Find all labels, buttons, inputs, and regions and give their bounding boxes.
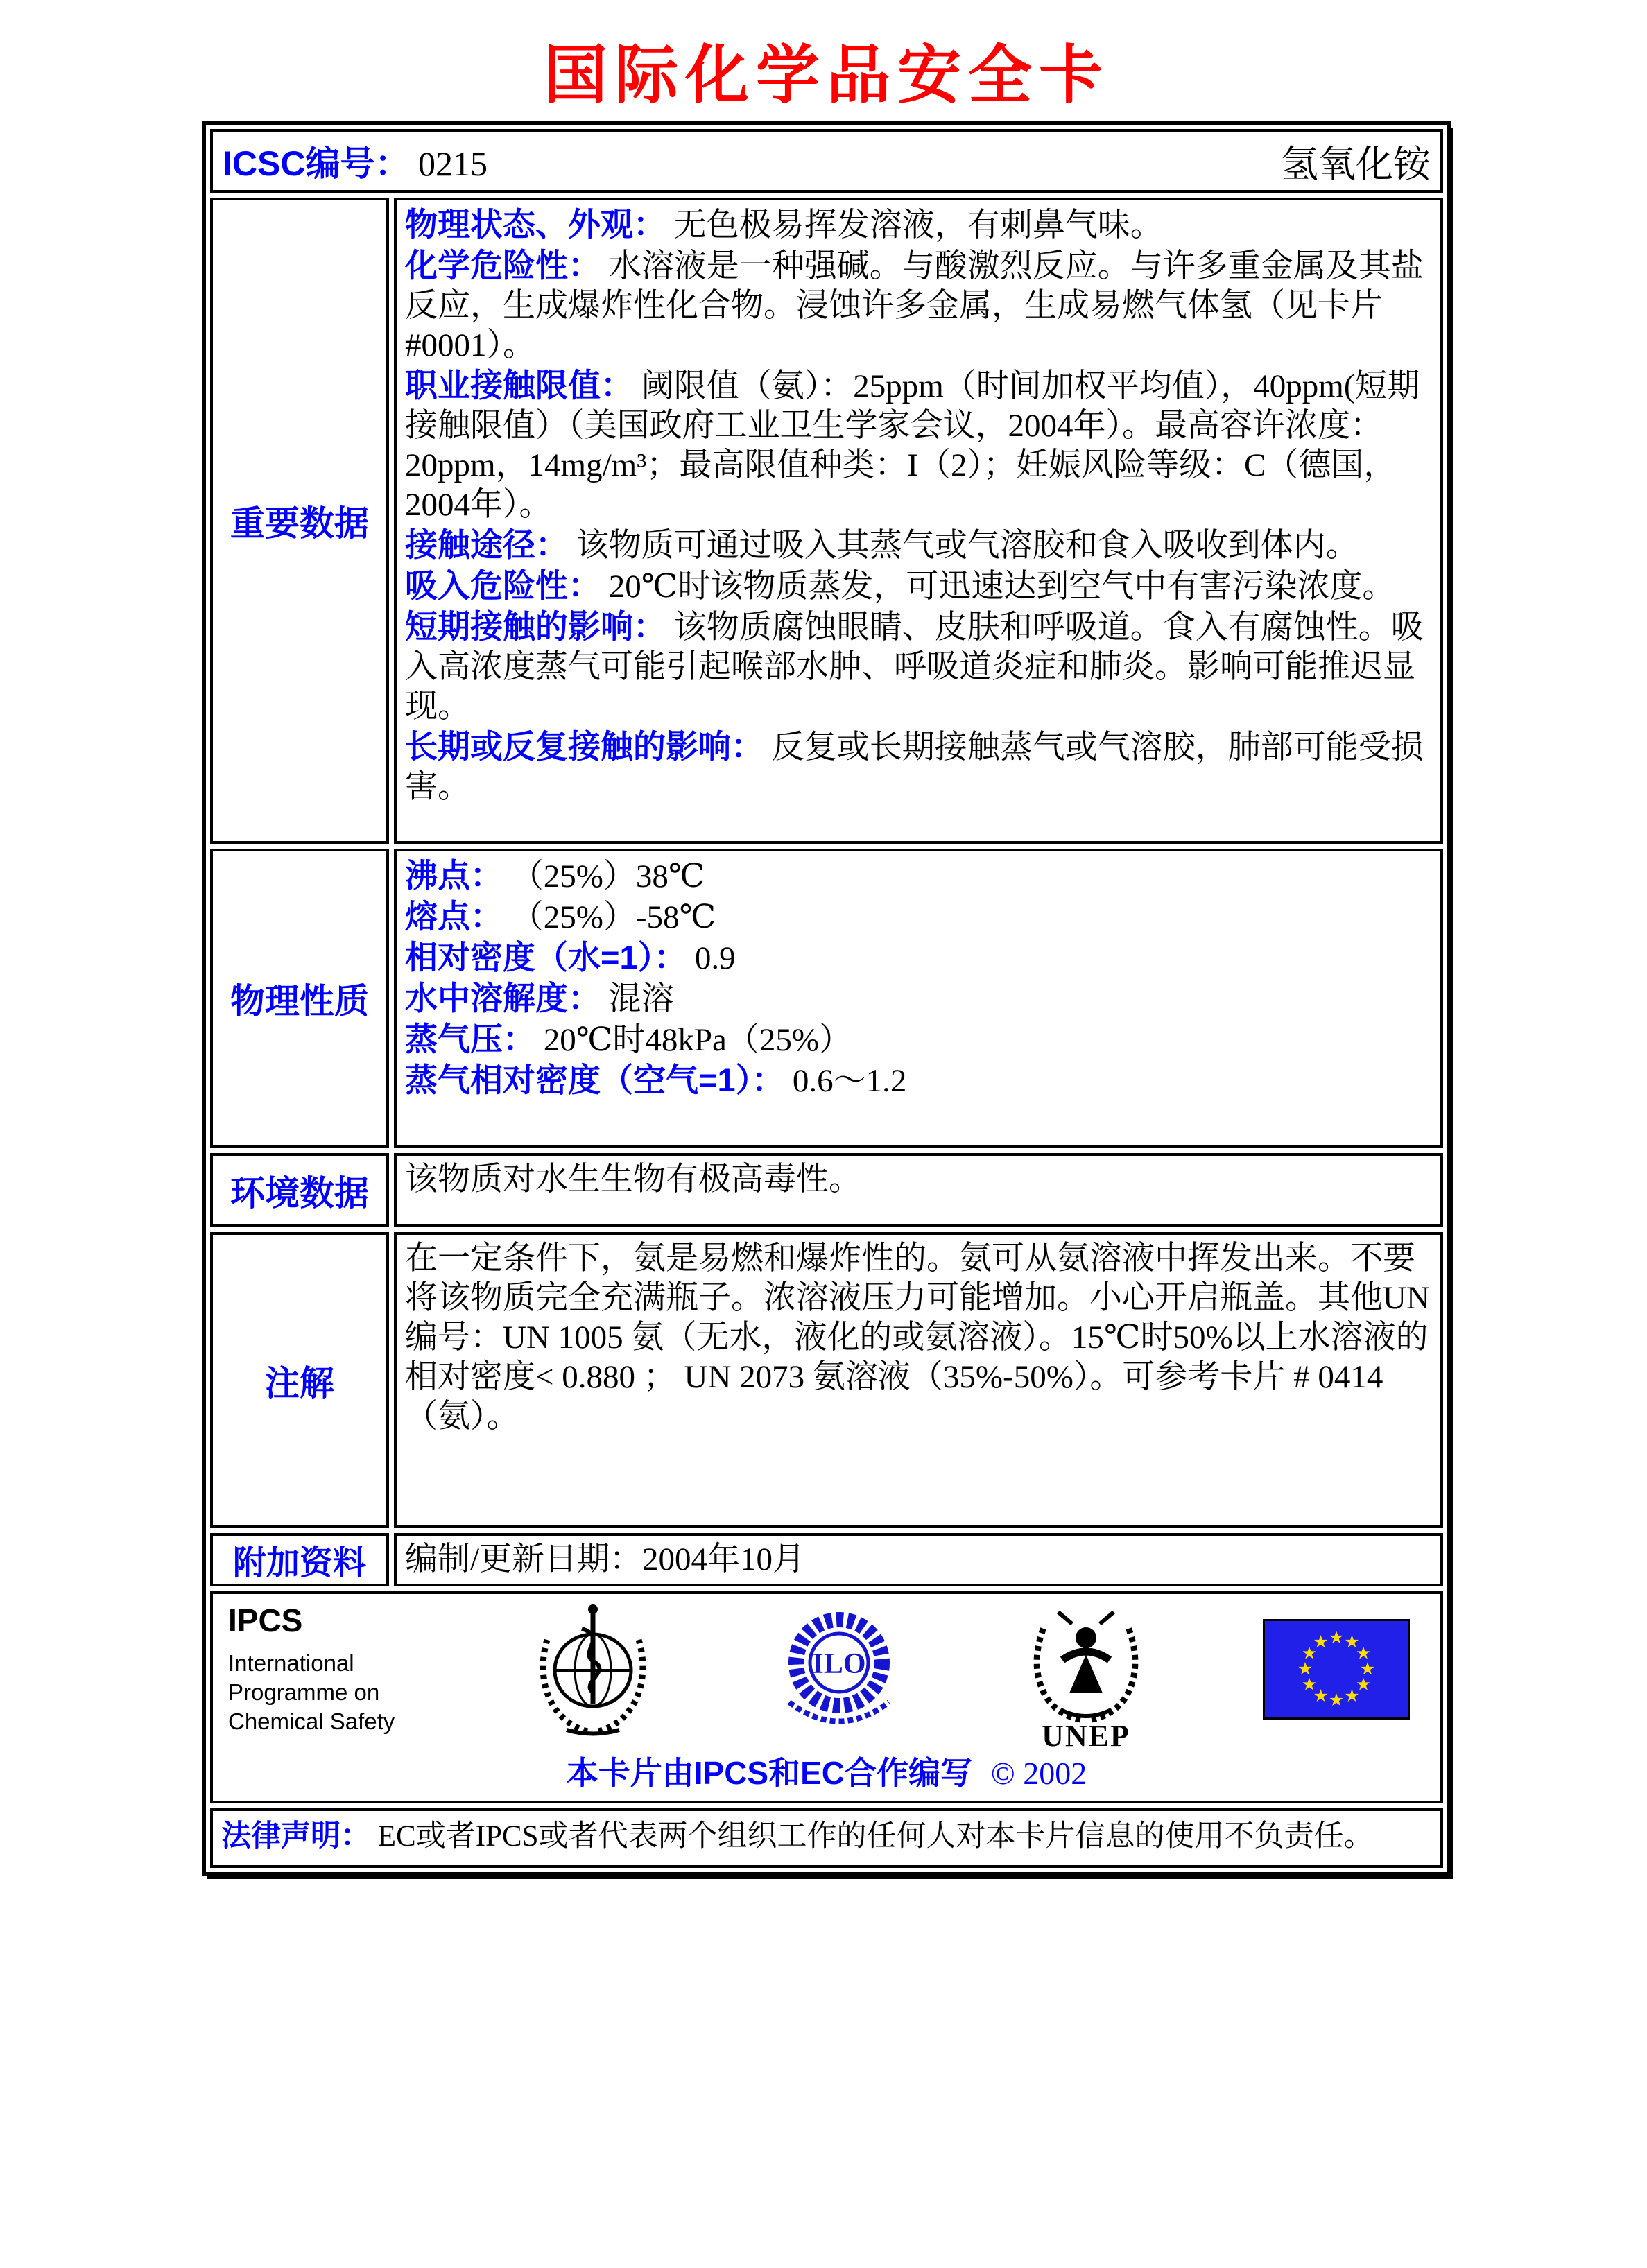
legal-text: EC或者IPCS或者代表两个组织工作的任何人对本卡片信息的使用不负责任。	[377, 1820, 1374, 1853]
page-title: 国际化学品安全卡	[543, 37, 1110, 112]
important-data-item	[405, 566, 1432, 607]
important-data-item	[405, 525, 1432, 566]
physical-property-item	[405, 1060, 1432, 1101]
item-text: 该物质腐蚀眼睛、皮肤和呼吸道。食入有腐蚀性。吸入高浓度蒸气可能引起喉部水肿、呼吸道炎症和肺炎。影响可能推迟显现。	[405, 609, 1424, 725]
item-label: 职业接触限值：	[405, 367, 633, 404]
important-data-item	[405, 205, 1432, 245]
item-label: 相对密度（水=1）：	[405, 939, 687, 976]
item-text: 水溶液是一种强碱。与酸激烈反应。与许多重金属及其盐反应，生成爆炸性化合物。浸蚀许多金属，生成易燃气体氢（见卡片#0001）。	[405, 248, 1424, 364]
item-text: 20℃时48kPa（25%）	[543, 1022, 852, 1059]
ipcs-acronym: IPCS	[228, 1602, 303, 1639]
logo-strip	[220, 1600, 1433, 1751]
additional-info-content	[394, 1533, 1443, 1586]
legal-row	[210, 1808, 1443, 1868]
ilo-logo-icon	[770, 1598, 908, 1740]
physical-property-item	[405, 978, 1432, 1019]
important-data-item	[405, 727, 1432, 807]
item-text: 混溶	[608, 981, 674, 1018]
physical-property-item	[405, 856, 1432, 897]
ilo-logo-text: ILO	[812, 1647, 866, 1680]
item-label: 接触途径：	[405, 526, 568, 564]
unep-logo-text: UNEP	[1041, 1718, 1130, 1751]
icsc-document-page	[0, 37, 1647, 2268]
ipcs-line: Programme on	[228, 1679, 380, 1706]
item-text: 0.9	[694, 940, 736, 977]
physical-properties-content	[394, 849, 1443, 1148]
item-label: 熔点：	[405, 898, 503, 935]
environmental-data-row	[210, 1153, 1443, 1227]
item-text: 0.6～1.2	[792, 1063, 907, 1100]
item-text: 无色极易挥发溶液，有刺鼻气味。	[673, 207, 1163, 244]
item-label: 物理状态、外观：	[405, 206, 666, 243]
item-label: 吸入危险性：	[405, 567, 601, 605]
unep-logo-icon	[1017, 1588, 1155, 1751]
important-data-row	[210, 198, 1443, 844]
item-label: 短期接触的影响：	[405, 608, 666, 646]
important-data-item	[405, 245, 1432, 365]
item-label: 化学危险性：	[405, 247, 601, 284]
important-data-label: 重要数据	[210, 198, 389, 844]
item-text: （25%）38℃	[510, 858, 705, 895]
logos-cell	[210, 1591, 1443, 1803]
item-label: 蒸气压：	[405, 1021, 535, 1058]
notes-row	[210, 1232, 1443, 1528]
physical-property-item	[405, 937, 1432, 978]
logos-row	[210, 1591, 1443, 1803]
notes-content	[394, 1232, 1443, 1528]
item-text: 阈限值（氨）：25ppm（时间加权平均值），40ppm(短期接触限值）（美国政府工业卫生学家会议，2004年）。最高容许浓度：20ppm，14mg/m³；最高限值种类：I（2）；妊娠风险等级：C（德国，2004年）。	[405, 368, 1420, 523]
ipcs-text-block	[228, 1602, 415, 1736]
notes-label: 注解	[210, 1232, 389, 1528]
credit-year: © 2002	[990, 1756, 1087, 1792]
additional-info-row	[210, 1533, 1443, 1586]
icsc-number-value: 0215	[417, 144, 488, 184]
ipcs-line: Chemical Safety	[228, 1708, 395, 1735]
legal-cell	[210, 1808, 1443, 1868]
legal-label: 法律声明：	[221, 1819, 370, 1853]
important-data-item	[405, 607, 1432, 727]
item-label: 沸点：	[405, 857, 503, 894]
environmental-data-content	[394, 1153, 1443, 1227]
icsc-header-row	[210, 129, 1443, 193]
additional-info-label: 附加资料	[210, 1533, 389, 1586]
credit-text: 本卡片由IPCS和EC合作编写	[566, 1755, 973, 1792]
item-text: 20℃时该物质蒸发，可迅速达到空气中有害污染浓度。	[608, 569, 1395, 605]
environmental-data-text: 该物质对水生生物有极高毒性。	[405, 1161, 861, 1198]
ipcs-line: International	[228, 1650, 354, 1677]
safety-card-table	[202, 121, 1451, 1876]
icsc-number-group	[223, 136, 488, 186]
physical-property-item	[405, 897, 1432, 937]
item-label: 长期或反复接触的影响：	[405, 728, 764, 765]
icsc-header-cell	[210, 129, 1443, 193]
item-label: 水中溶解度：	[405, 980, 601, 1017]
notes-text: 在一定条件下，氨是易燃和爆炸性的。氨可从氨溶液中挥发出来。不要将该物质完全充满瓶子。浓溶液压力可能增加。小心开启瓶盖。其他UN编号：UN 1005 氨（无水，液化的或氨溶液）。15℃时50%以上水溶液的相对密度< 0.880 ； UN 2073 氨溶液（35%-50%）。可参考卡片 # 0414（氨）。	[405, 1240, 1430, 1435]
item-text: 反复或长期接触蒸气或气溶胶，肺部可能受损害。	[405, 729, 1424, 806]
important-data-item	[405, 365, 1432, 525]
physical-properties-label: 物理性质	[210, 849, 389, 1148]
item-text: 该物质可通过吸入其蒸气或气溶胶和食入吸收到体内。	[576, 528, 1359, 564]
important-data-content	[394, 198, 1443, 844]
additional-info-text: 编制/更新日期：2004年10月	[405, 1541, 806, 1578]
item-label: 蒸气相对密度（空气=1）：	[405, 1062, 785, 1099]
icsc-number-label: ICSC编号：	[223, 144, 410, 184]
who-logo-icon	[524, 1600, 662, 1738]
item-text: （25%）-58℃	[510, 899, 716, 936]
chemical-name: 氢氧化铵	[1281, 143, 1431, 185]
eu-flag-icon	[1263, 1619, 1410, 1720]
physical-property-item	[405, 1019, 1432, 1060]
credit-line	[220, 1748, 1433, 1794]
eu-flag-stars	[1299, 1631, 1374, 1706]
physical-properties-row	[210, 849, 1443, 1148]
environmental-data-label: 环境数据	[210, 1153, 389, 1227]
